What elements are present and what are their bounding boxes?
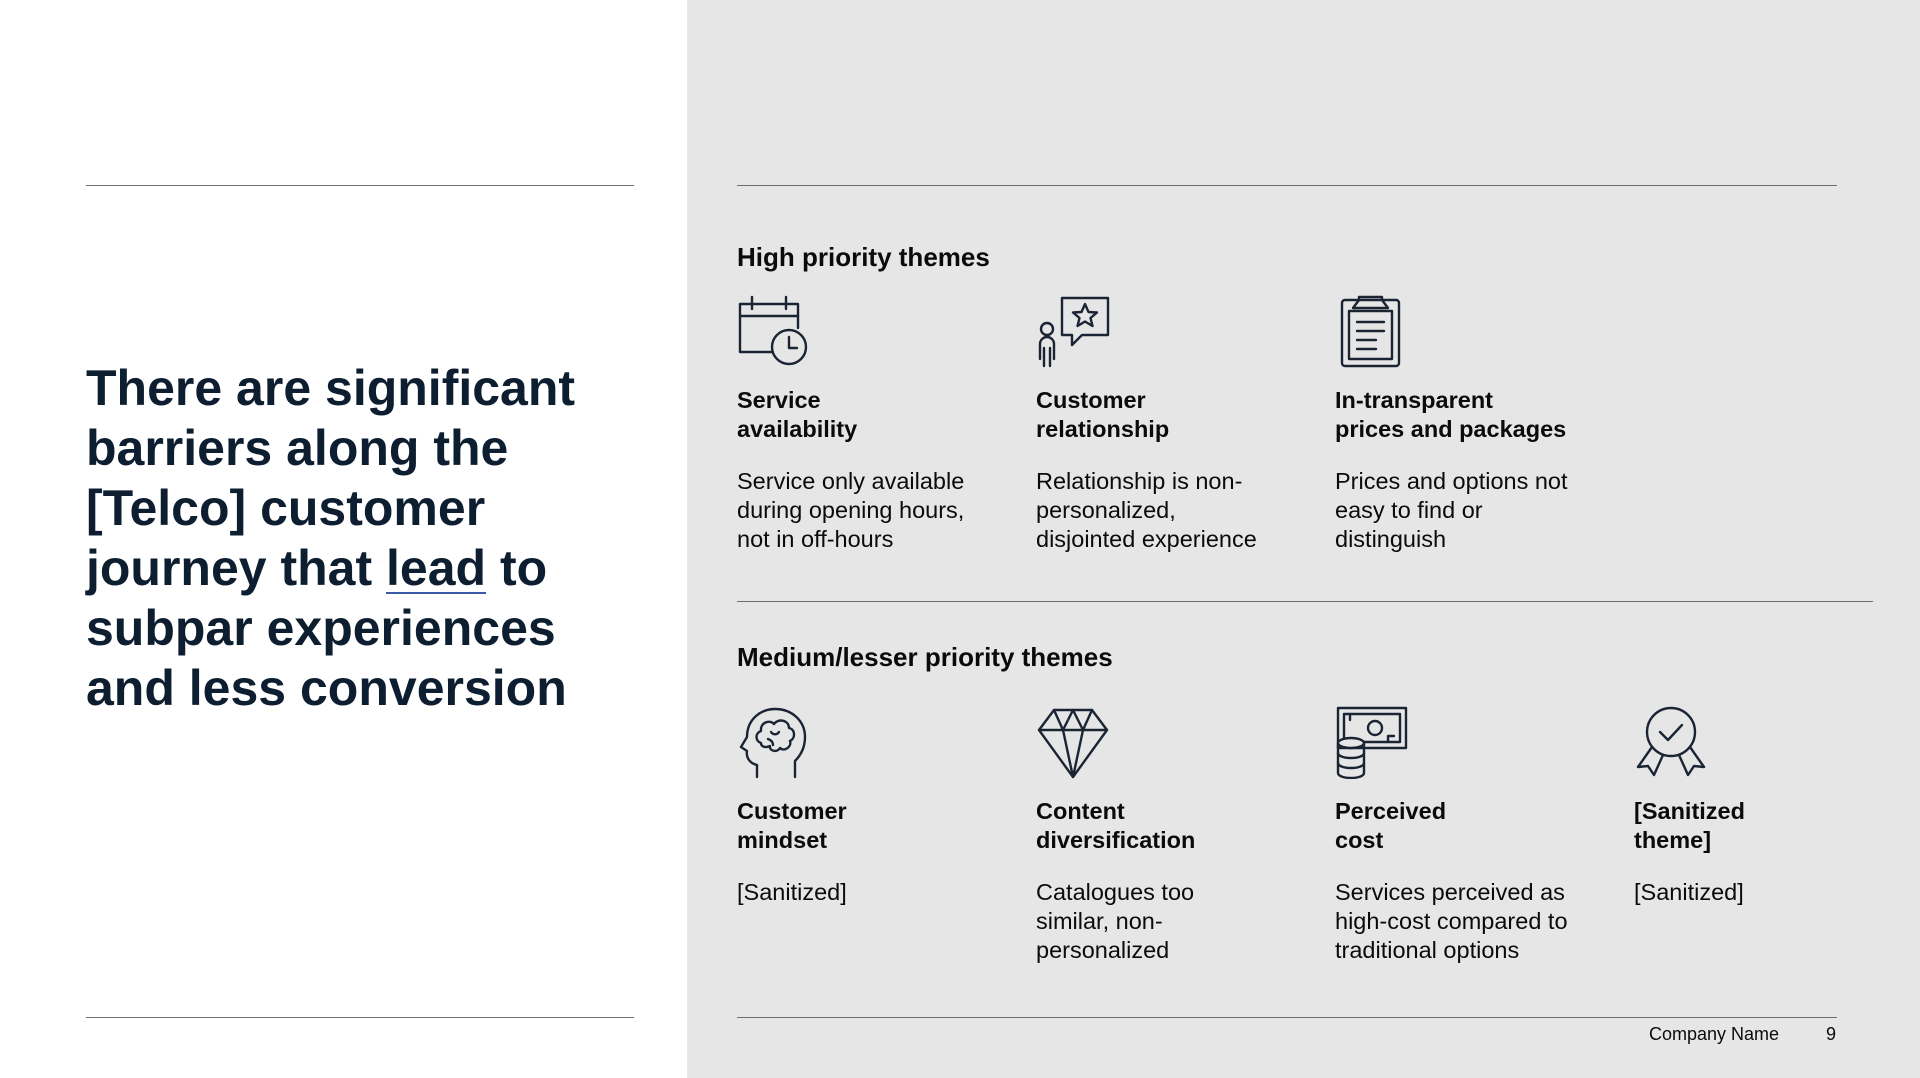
theme-title: In-transparent prices and packages bbox=[1335, 387, 1567, 442]
section-divider-rule bbox=[737, 601, 1873, 602]
theme-in-transparent-prices bbox=[1335, 294, 1625, 554]
right-bottom-rule bbox=[737, 1017, 1837, 1018]
theme-title: Customer mindset bbox=[737, 798, 847, 853]
page-number: 9 bbox=[1826, 1024, 1837, 1044]
theme-description: [Sanitized] bbox=[737, 879, 847, 905]
theme-description: [Sanitized] bbox=[1634, 879, 1744, 905]
award-badge-check-icon bbox=[1634, 705, 1708, 779]
theme-perceived-cost bbox=[1335, 705, 1625, 965]
high-priority-heading: High priority themes bbox=[737, 242, 990, 272]
theme-title: [Sanitized theme] bbox=[1634, 798, 1745, 853]
medium-priority-heading: Medium/lesser priority themes bbox=[737, 642, 1113, 672]
clipboard-document-icon bbox=[1335, 294, 1409, 368]
person-star-speech-icon bbox=[1036, 294, 1110, 368]
theme-content-diversification bbox=[1036, 705, 1326, 965]
theme-title: Customer relationship bbox=[1036, 387, 1170, 442]
footer-company-name: Company Name bbox=[1649, 1024, 1780, 1044]
headline-text-end: to subpar experiences and less conversion bbox=[86, 540, 567, 716]
diamond-icon bbox=[1036, 705, 1110, 779]
money-coins-icon bbox=[1335, 705, 1409, 779]
right-top-rule bbox=[737, 185, 1837, 186]
theme-customer-mindset bbox=[737, 705, 1027, 907]
head-brain-icon bbox=[737, 705, 811, 779]
headline-underlined-word[interactable]: lead bbox=[386, 540, 487, 596]
theme-title: Content diversification bbox=[1036, 798, 1196, 853]
theme-service-availability bbox=[737, 294, 1027, 554]
theme-title: Perceived cost bbox=[1335, 798, 1447, 853]
theme-customer-relationship bbox=[1036, 294, 1326, 554]
theme-title: Service availability bbox=[737, 387, 858, 442]
theme-description: Relationship is non- personalized, disjointed experience bbox=[1036, 468, 1257, 552]
left-bottom-rule bbox=[86, 1017, 634, 1018]
headline-text-start: There are significant barriers along the [Telco] customer journey that bbox=[86, 360, 576, 596]
left-top-rule bbox=[86, 185, 634, 186]
calendar-clock-icon bbox=[737, 294, 811, 368]
theme-description: Service only available during opening hours, not in off-hours bbox=[737, 468, 965, 552]
theme-description: Prices and options not easy to find or distinguish bbox=[1335, 468, 1568, 552]
page-title bbox=[86, 358, 646, 718]
theme-sanitized bbox=[1634, 705, 1920, 907]
theme-description: Catalogues too similar, non- personalized bbox=[1036, 879, 1195, 963]
theme-description: Services perceived as high-cost compared to traditional options bbox=[1335, 879, 1568, 963]
